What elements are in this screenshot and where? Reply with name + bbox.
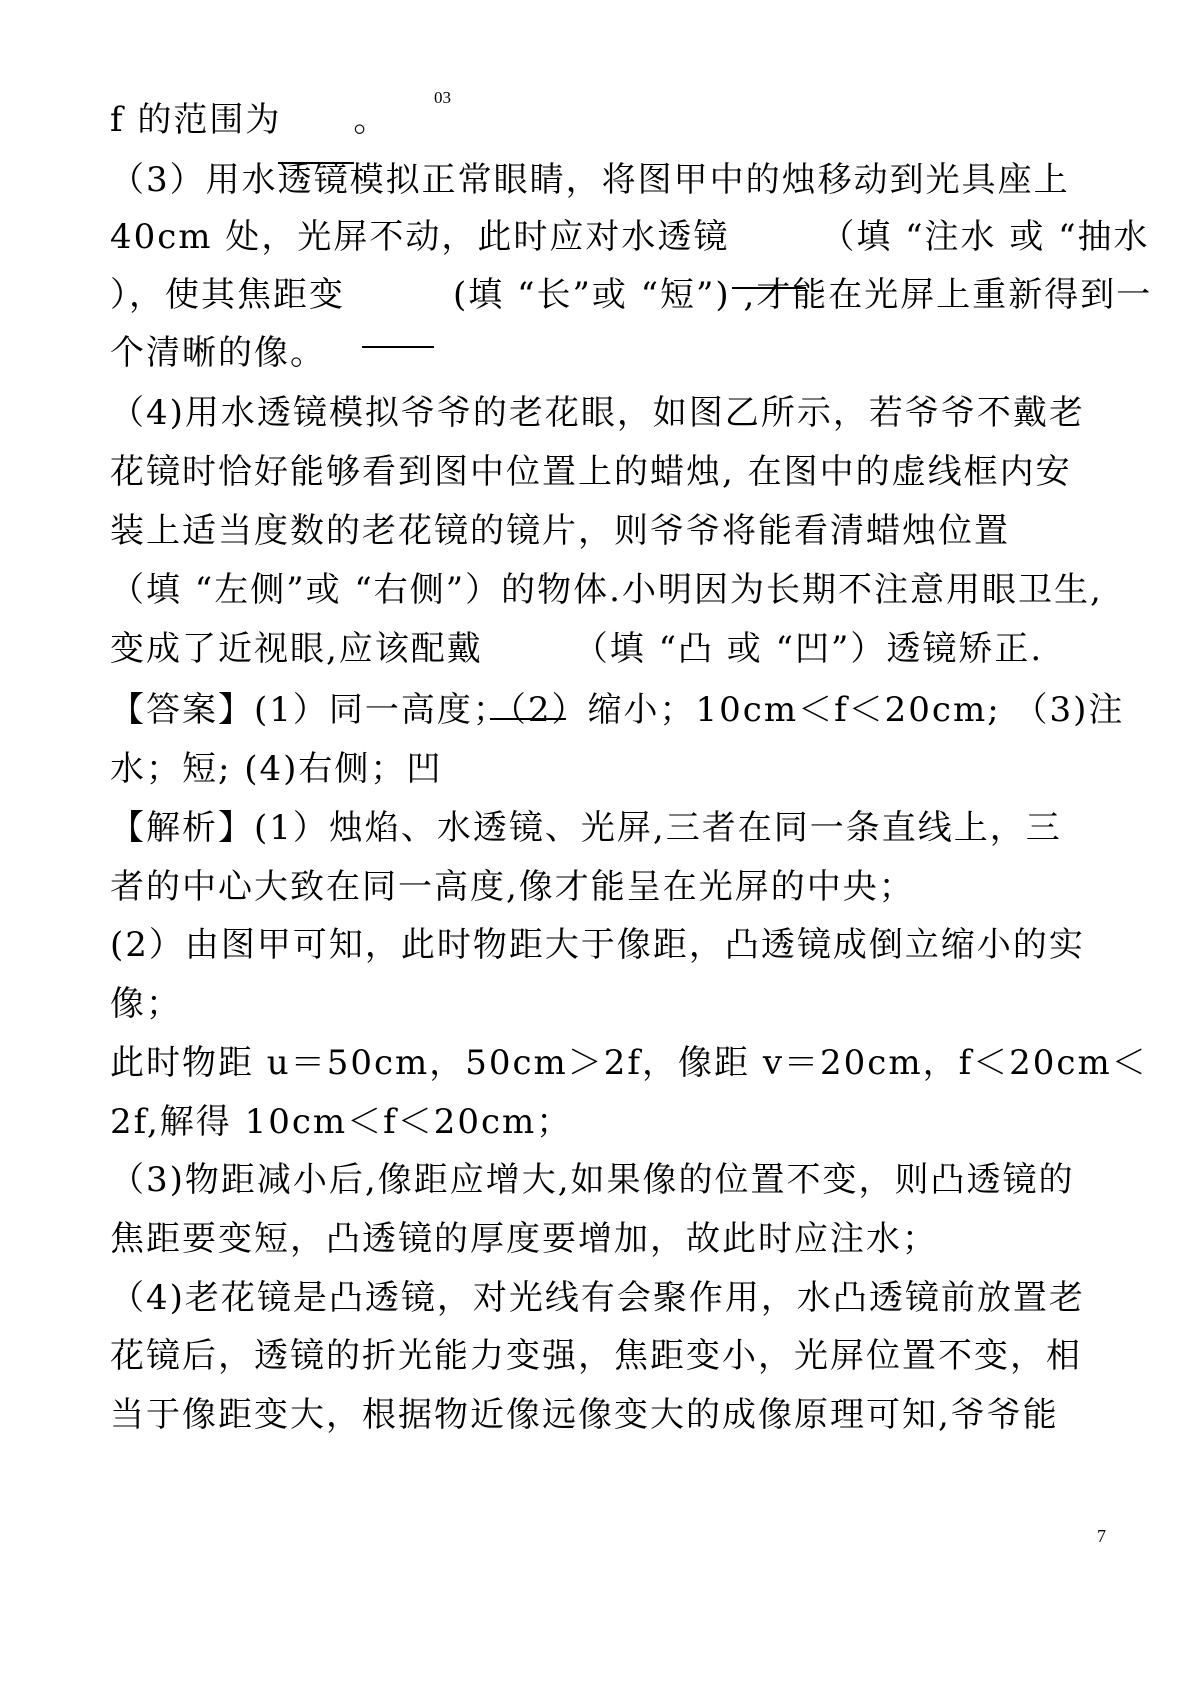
analysis-line-10: 花镜后，透镜的折光能力变强，焦距变小，光屏位置不变，相: [110, 1336, 1082, 1376]
text-line-1: [110, 100, 1110, 140]
analysis-line-11: 当于像距变大，根据物近像远像变大的成像原理可知,爷爷能: [110, 1395, 1059, 1435]
answer-line-1: 【答案】(1）同一高度；（2）缩小；10cm＜f＜20cm; （3)注: [110, 690, 1125, 730]
analysis-line-2: 者的中心大致在同一高度,像才能呈在光屏的中央；: [110, 867, 915, 907]
analysis-line-5: 此时物距 u＝50cm，50cm＞2f，像距 v＝20cm，f＜20cm＜: [110, 1043, 1148, 1083]
header-number: 03: [434, 88, 451, 107]
analysis-line-8: 焦距要变短，凸透镜的厚度要增加，故此时应注水；: [110, 1219, 938, 1259]
text-line-5: 个清晰的像。: [110, 333, 326, 373]
analysis-line-7: （3)物距减小后,像距应增大,如果像的位置不变，则凸透镜的: [110, 1160, 1075, 1200]
text-line-10: 变成了近视眼,应该配戴 （填 “凸 或 “凹”）透镜矫正.: [110, 629, 1044, 669]
text-line-8: 装上适当度数的老花镜的镜片，则爷爷将能看清蜡烛位置: [110, 511, 1010, 551]
text-line-4: ），使其焦距变 (填 “长”或 “短”) ,才能在光屏上重新得到一: [110, 275, 1153, 315]
text-line-3: 40cm 处，光屏不动，此时应对水透镜 （填 “注水 或 “抽水: [110, 217, 1150, 257]
page-number: 7: [1097, 1526, 1106, 1546]
analysis-line-9: （4)老花镜是凸透镜，对光线有会聚作用，水凸透镜前放置老: [110, 1278, 1085, 1318]
answer-line-2: 水；短; (4)右侧；凹: [110, 749, 443, 789]
text-line-2: （3）用水透镜模拟正常眼睛，将图甲中的烛移动到光具座上: [110, 160, 1070, 200]
analysis-line-4: 像；: [110, 984, 182, 1024]
analysis-line-3: (2）由图甲可知，此时物距大于像距，凸透镜成倒立缩小的实: [110, 925, 1085, 965]
text-line-1-suffix: 。: [281, 100, 390, 140]
text-line-1-main: f 的范围为: [110, 100, 282, 140]
text-line-7: 花镜时恰好能够看到图中位置上的蜡烛, 在图中的虚线框内安: [110, 452, 1072, 492]
text-line-6: （4)用水透镜模拟爷爷的老花眼，如图乙所示，若爷爷不戴老: [110, 393, 1085, 433]
analysis-line-1: 【解析】(1）烛焰、水透镜、光屏,三者在同一条直线上，三: [110, 808, 1062, 848]
analysis-line-6: 2f,解得 10cm＜f＜20cm；: [110, 1102, 573, 1142]
text-line-9: （填 “左侧”或 “右侧”）的物体.小明因为长期不注意用眼卫生,: [110, 570, 1103, 610]
